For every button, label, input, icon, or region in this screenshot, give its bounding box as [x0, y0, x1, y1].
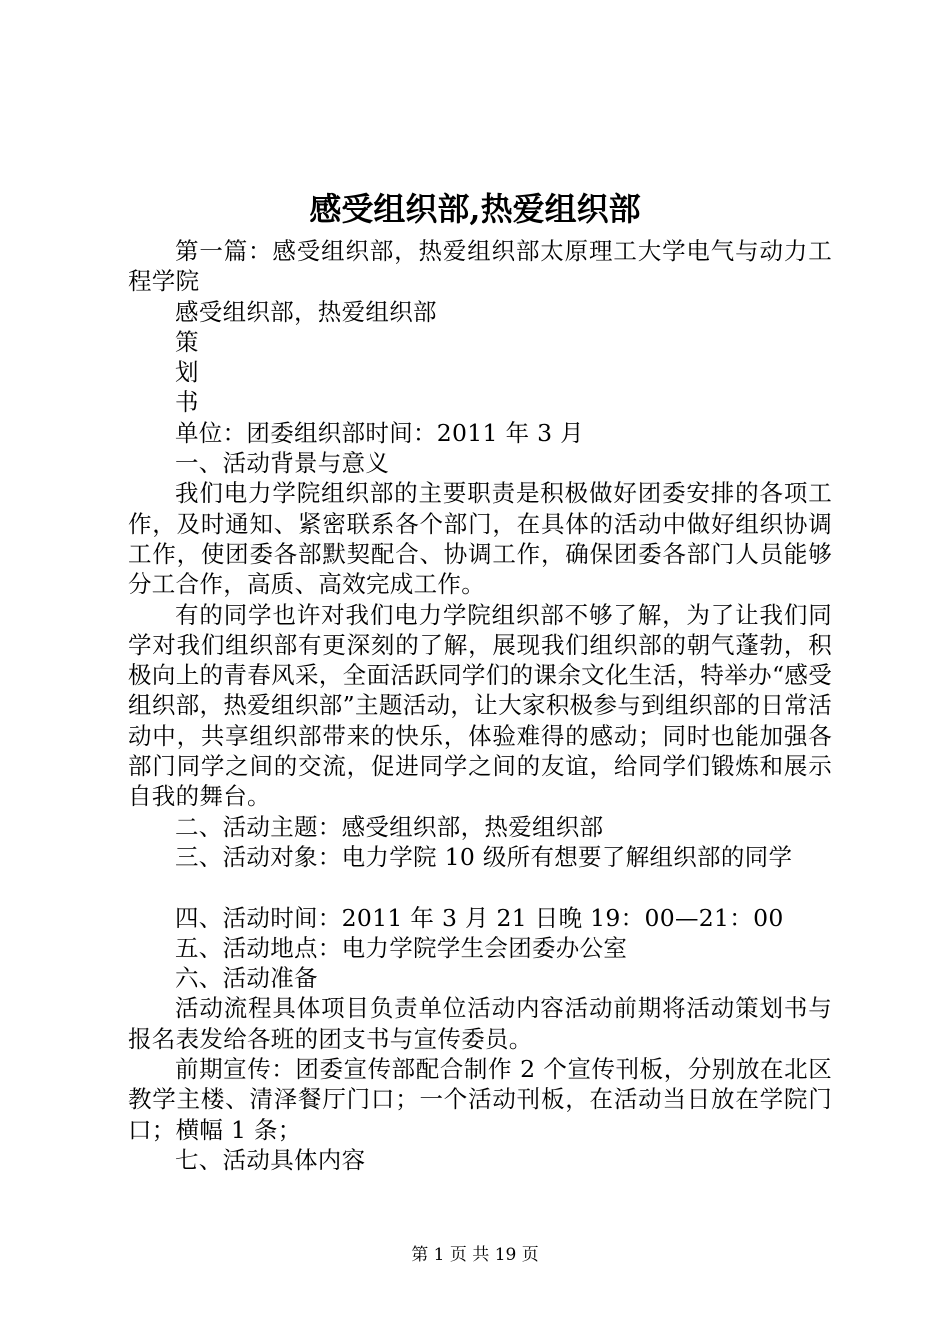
paragraph-hua: 划: [175, 358, 199, 387]
document-title: 感受组织部,热爱组织部: [309, 190, 641, 228]
section-heading-content: 七、活动具体内容: [175, 1145, 366, 1174]
section-heading-audience: 三、活动对象：电力学院 10 级所有想要了解组织部的同学: [175, 842, 793, 871]
paragraph-heading-first-chapter: 第一篇：感受组织部，热爱组织部太原理工大学电气与动力工程学院: [128, 237, 832, 296]
paragraph-unit-time: 单位：团委组织部时间：2011 年 3 月: [175, 418, 584, 447]
paragraph-preparation-2: 前期宣传：团委宣传部配合制作 2 个宣传刊板，分别放在北区教学主楼、清泽餐厅门口；一个活动刊板，在活动当日放在学院门口；横幅 1 条；: [128, 1055, 832, 1144]
section-heading-location: 五、活动地点：电力学院学生会团委办公室: [175, 933, 628, 962]
document-body: [128, 236, 832, 1175]
paragraph-ce: 策: [175, 327, 199, 356]
section-heading-background: 一、活动背景与意义: [175, 449, 390, 478]
paragraph-shu: 书: [175, 388, 199, 417]
blank-line: [128, 872, 832, 902]
paragraph-subtitle: 感受组织部，热爱组织部: [175, 297, 437, 326]
section-heading-theme: 二、活动主题：感受组织部，热爱组织部: [175, 812, 604, 841]
page-footer: 第 1 页 共 19 页: [411, 1245, 539, 1265]
paragraph-preparation-1: 活动流程具体项目负责单位活动内容活动前期将活动策划书与报名表发给各班的团支书与宣传委员。: [128, 994, 832, 1053]
section-heading-preparation: 六、活动准备: [175, 964, 318, 993]
section-heading-time: 四、活动时间：2011 年 3 月 21 日晚 19：00—21：00: [175, 903, 784, 932]
paragraph-background-2: 有的同学也许对我们电力学院组织部不够了解，为了让我们同学对我们组织部有更深刻的了解，展现我们组织部的朝气蓬勃，积极向上的青春风采，全面活跃同学们的课余文化生活，特举办“感受组织部，热爱组织部”主题活动，让大家积极参与到组织部的日常活动中，共享组织部带来的快乐，体验难得的感动；同时也能加强各部门同学之间的交流，促进同学之间的友谊，给同学们锻炼和展示自我的舞台。: [128, 600, 832, 811]
paragraph-background-1: 我们电力学院组织部的主要职责是积极做好团委安排的各项工作，及时通知、紧密联系各个部门，在具体的活动中做好组织协调工作，使团委各部默契配合、协调工作，确保团委各部门人员能够分工合作，高质、高效完成工作。: [128, 479, 832, 599]
